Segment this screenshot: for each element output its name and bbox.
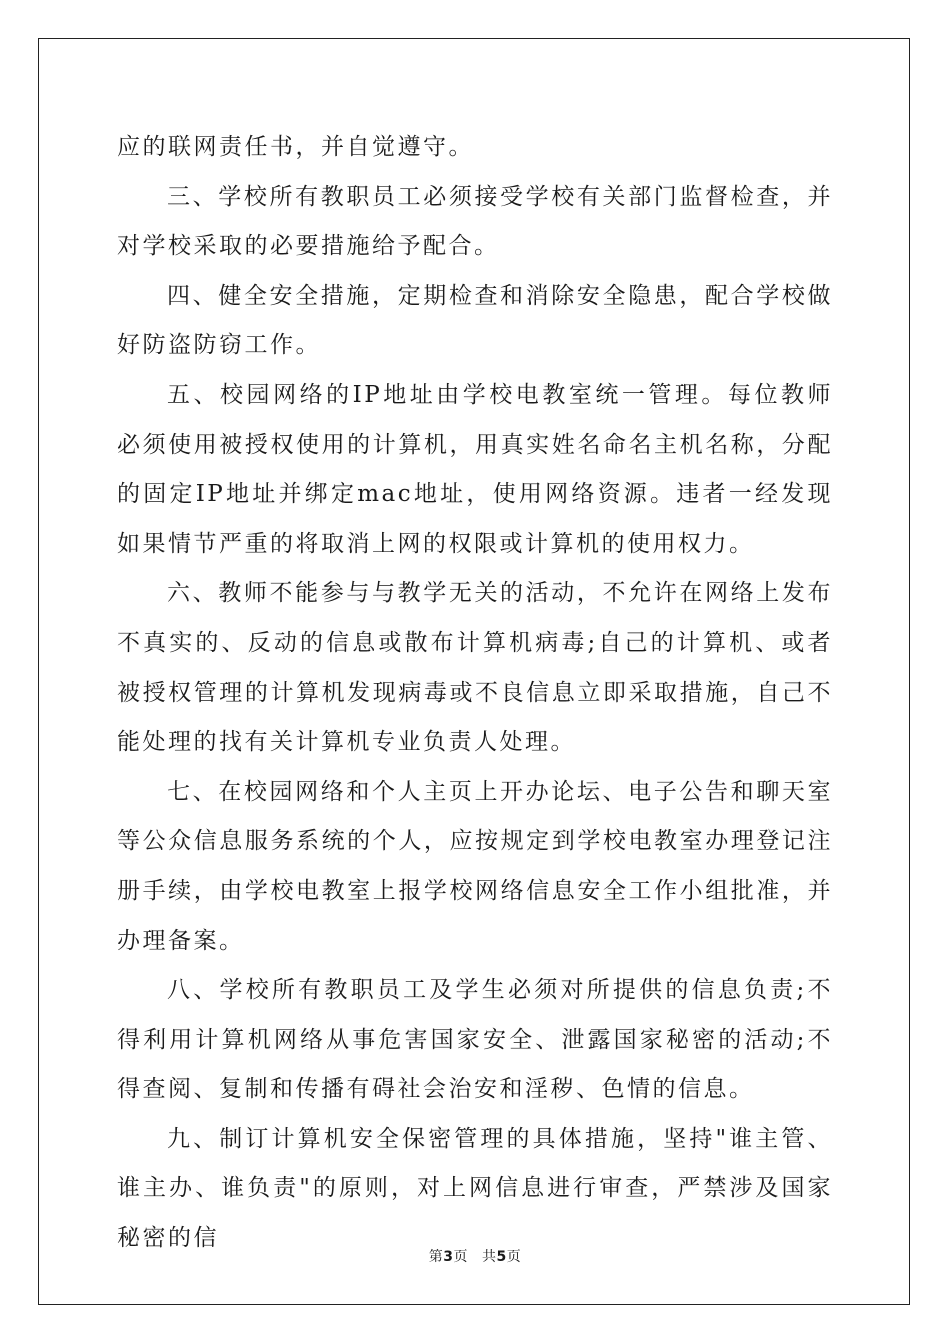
paragraph-item-5: 五、校园网络的IP地址由学校电教室统一管理。每位教师必须使用被授权使用的计算机，用真实姓名命名主机名称，分配的固定IP地址并绑定mac地址，使用网络资源。违者一经发现如果情节严重的将取消上网的权限或计算机的使用权力。 <box>117 381 833 557</box>
total-suffix: 页 <box>506 1249 522 1265</box>
document-body <box>117 123 833 1264</box>
total-pages-number: 5 <box>496 1249 507 1265</box>
paragraph-item-4: 四、健全安全措施，定期检查和消除安全隐患，配合学校做好防盗防窃工作。 <box>117 282 833 359</box>
paragraph-item-3: 三、学校所有教职员工必须接受学校有关部门监督检查，并对学校采取的必要措施给予配合。 <box>117 183 833 260</box>
current-page-number: 3 <box>443 1249 454 1265</box>
page-suffix: 页 <box>453 1249 468 1265</box>
paragraph-item-7: 七、在校园网络和个人主页上开办论坛、电子公告和聊天室等公众信息服务系统的个人，应按规定到学校电教室办理登记注册手续，由学校电教室上报学校网络信息安全工作小组批准，并办理备案。 <box>117 778 833 954</box>
page-prefix: 第 <box>428 1249 444 1265</box>
page-footer <box>0 1246 950 1266</box>
paragraph-item-6: 六、教师不能参与与教学无关的活动，不允许在网络上发布不真实的、反动的信息或散布计算机病毒;自己的计算机、或者被授权管理的计算机发现病毒或不良信息立即采取措施，自己不能处理的找有关计算机专业负责人处理。 <box>117 580 833 756</box>
total-prefix: 共 <box>482 1249 497 1265</box>
paragraph-continuation: 应的联网责任书，并自觉遵守。 <box>117 134 474 160</box>
paragraph-item-8: 八、学校所有教职员工及学生必须对所提供的信息负责;不得利用计算机网络从事危害国家安全、泄露国家秘密的活动;不得查阅、复制和传播有碍社会治安和淫秽、色情的信息。 <box>117 977 833 1103</box>
paragraph-item-9: 九、制订计算机安全保密管理的具体措施，坚持"谁主管、谁主办、谁负责"的原则，对上网信息进行审查，严禁涉及国家秘密的信 <box>117 1125 833 1252</box>
